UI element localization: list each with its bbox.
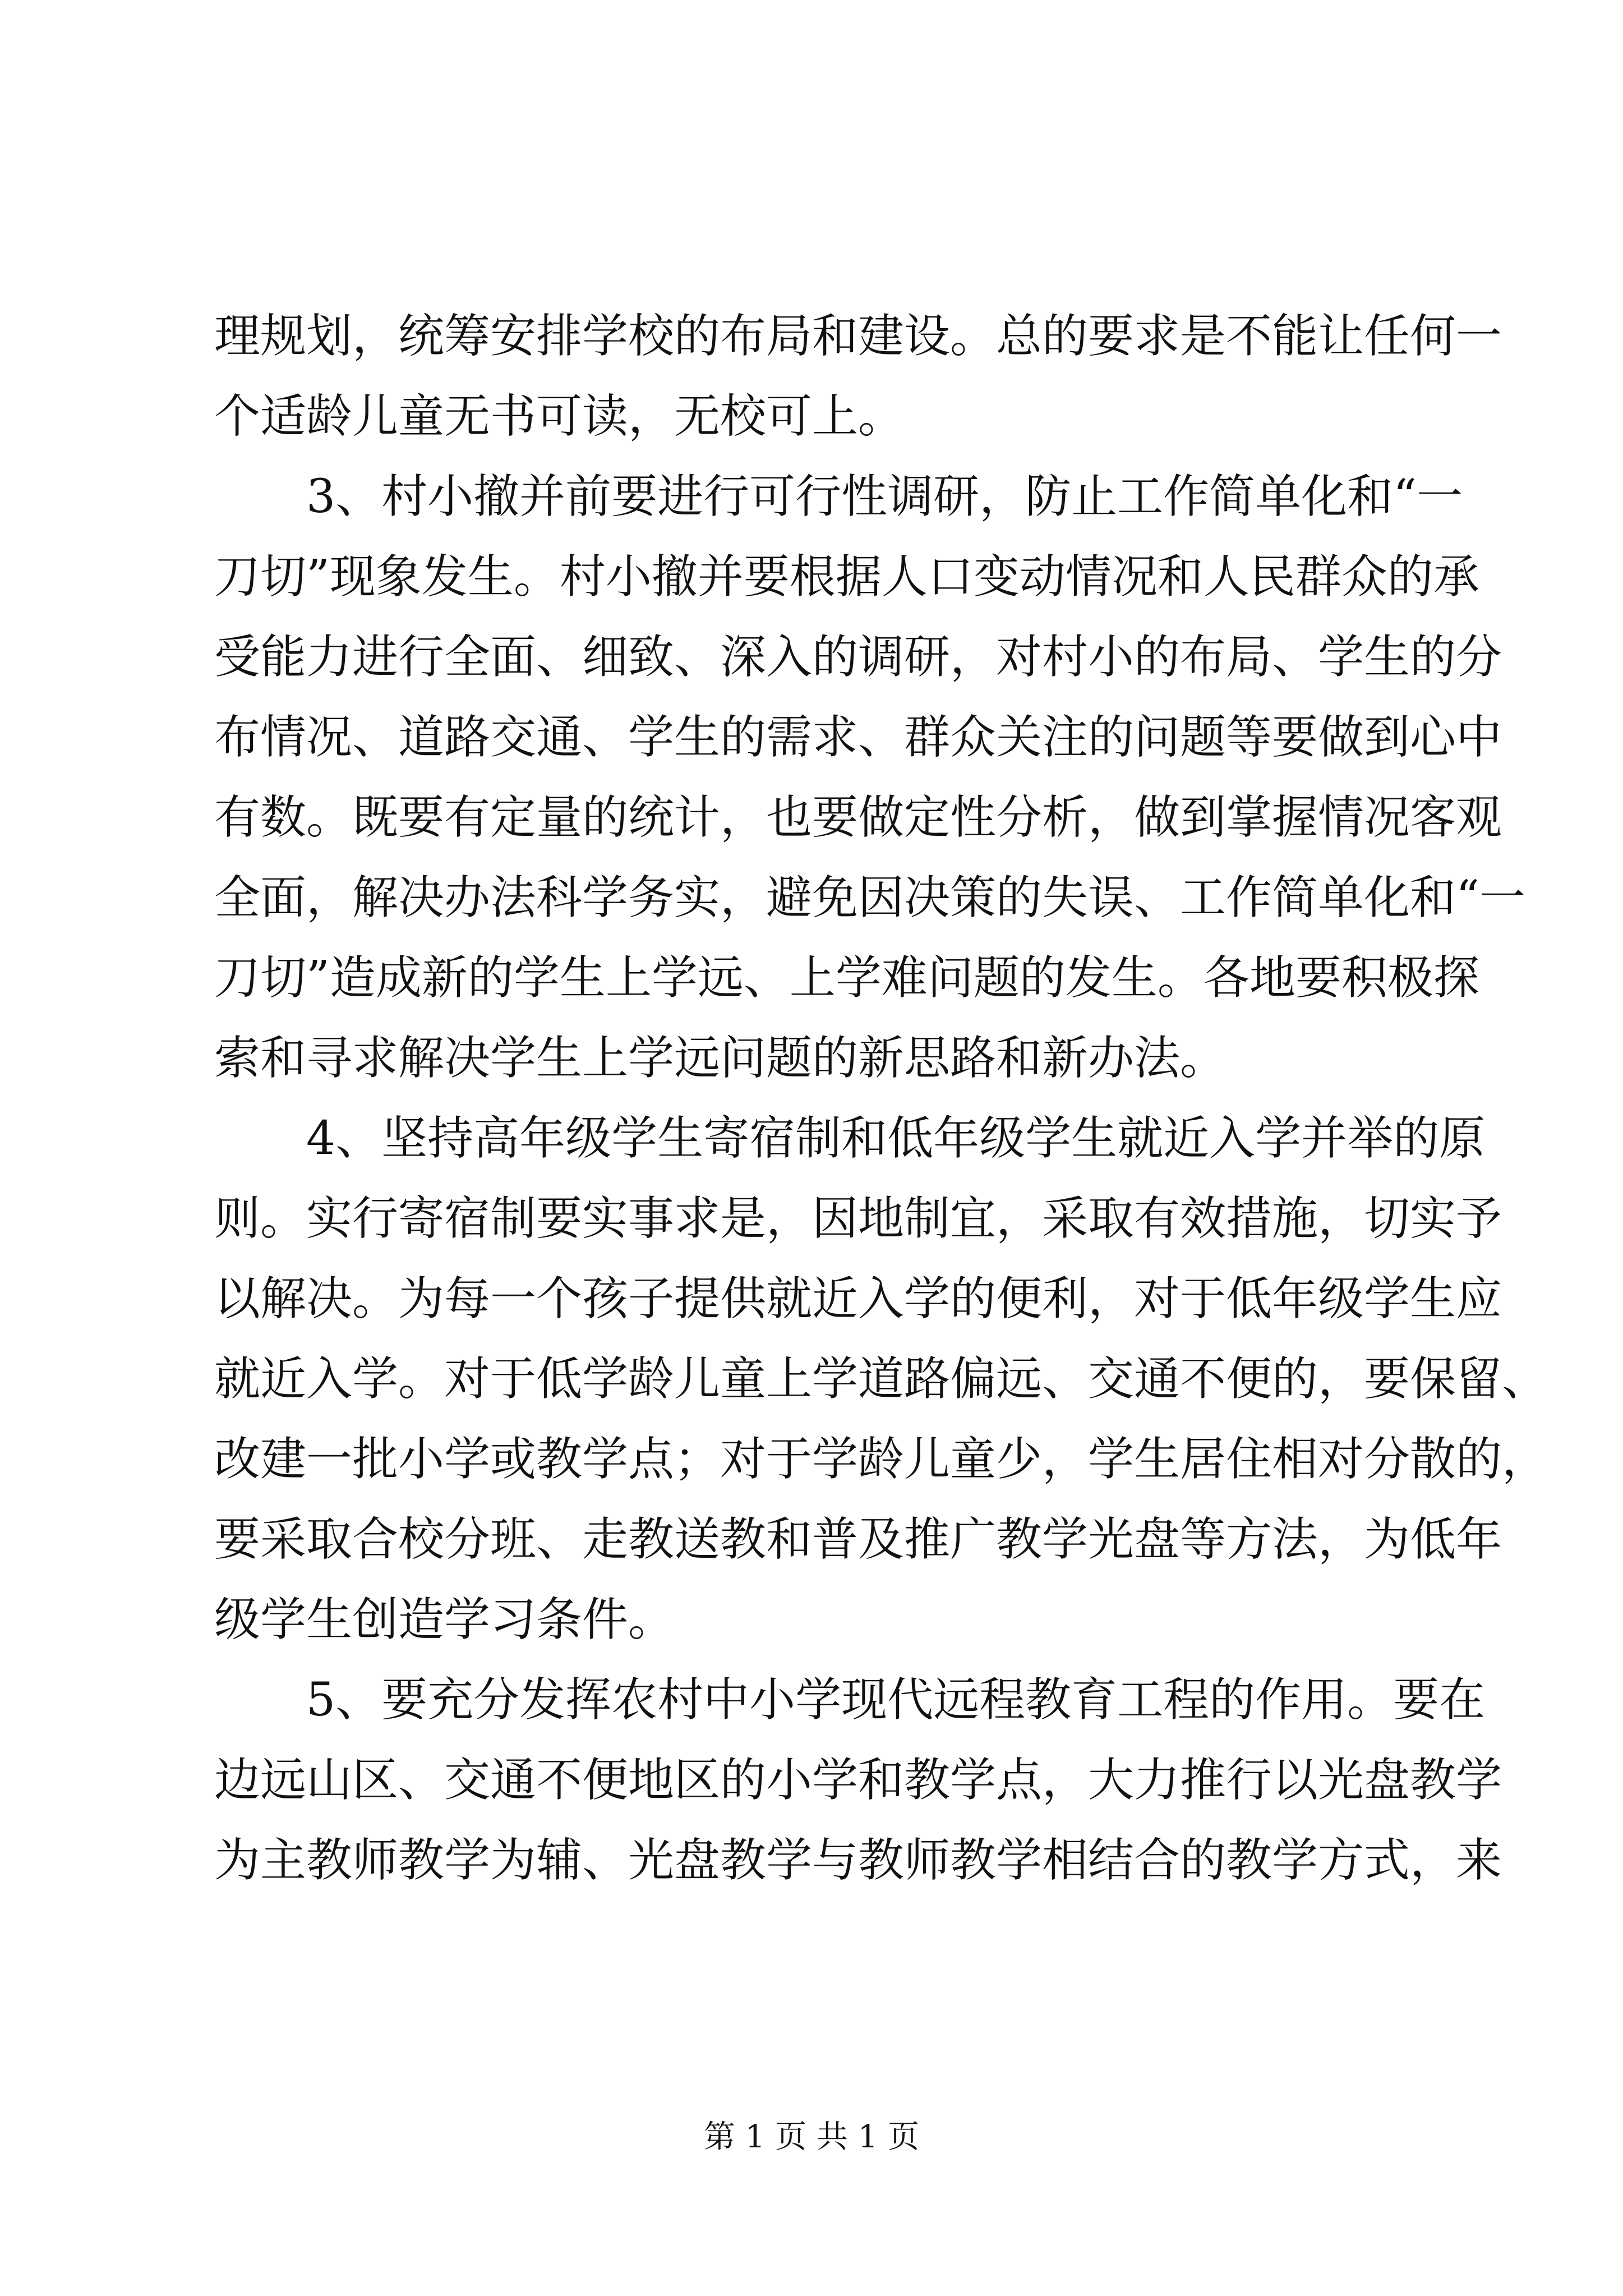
text-line: 刀切”现象发生。村小撤并要根据人口变动情况和人民群众的承 [214,550,1479,604]
text-line: 刀切”造成新的学生上学远、上学难问题的发生。各地要积极探 [214,951,1479,1005]
text-line: 有数。既要有定量的统计，也要做定性分析，做到掌握情况客观 [214,791,1502,844]
text-line: 个适龄儿童无书可读，无校可上。 [214,390,905,443]
text-line: 则。实行寄宿制要实事求是，因地制宜，采取有效措施，切实予 [214,1192,1502,1245]
paragraph-3-start: 3、村小撤并前要进行可行性调研，防止工作简单化和“一 [306,470,1463,523]
text-line: 级学生创造学习条件。 [214,1593,675,1646]
text-line: 理规划，统筹安排学校的布局和建设。总的要求是不能让任何一 [214,310,1502,363]
paragraph-5-start: 5、要充分发挥农村中小学现代远程教育工程的作用。要在 [306,1673,1486,1727]
page-number-footer: 第 1 页 共 1 页 [703,2119,920,2155]
text-line: 受能力进行全面、细致、深入的调研，对村小的布局、学生的分 [214,631,1502,684]
text-line: 要采取合校分班、走教送教和普及推广教学光盘等方法，为低年 [214,1513,1502,1566]
body-text [214,296,1548,1901]
text-line: 就近入学。对于低学龄儿童上学道路偏远、交通不便的，要保留、 [214,1352,1548,1406]
text-line: 以解决。为每一个孩子提供就近入学的便利，对于低年级学生应 [214,1272,1502,1326]
paragraph-4-start: 4、坚持高年级学生寄宿制和低年级学生就近入学并举的原 [306,1112,1486,1165]
text-line: 布情况、道路交通、学生的需求、群众关注的问题等要做到心中 [214,711,1502,764]
text-line: 边远山区、交通不便地区的小学和教学点，大力推行以光盘教学 [214,1754,1502,1807]
text-line: 全面，解决办法科学务实，避免因决策的失误、工作简单化和“一 [214,871,1525,924]
text-line: 索和寻求解决学生上学远问题的新思路和新办法。 [214,1032,1227,1085]
text-line: 为主教师教学为辅、光盘教学与教师教学相结合的教学方式，来 [214,1834,1502,1887]
text-line: 改建一批小学或教学点；对于学龄儿童少，学生居住相对分散的， [214,1433,1548,1486]
